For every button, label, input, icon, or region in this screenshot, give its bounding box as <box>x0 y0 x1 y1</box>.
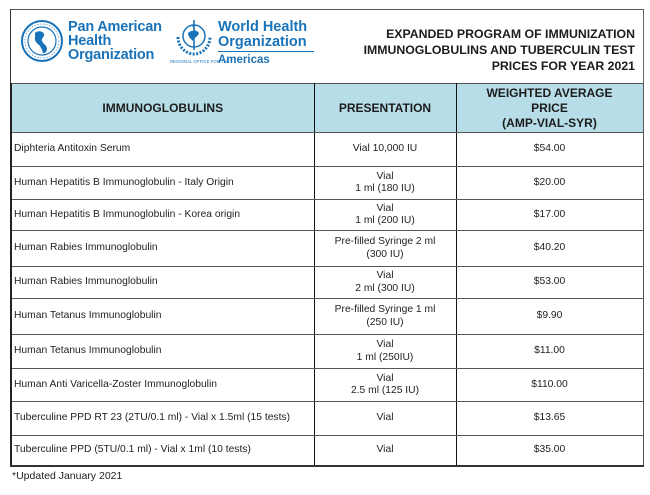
presentation-line: (250 IU) <box>366 316 404 328</box>
presentation-line: 1 ml (200 IU) <box>355 215 415 226</box>
table-row <box>11 436 643 467</box>
table-row <box>11 231 643 267</box>
presentation-line: 1 ml (180 IU) <box>355 183 415 194</box>
weighted-average-price: $35.00 <box>456 436 643 467</box>
column-header-immunoglobulins: IMMUNOGLOBULINS <box>11 84 314 133</box>
presentation-line: Vial 10,000 IU <box>352 143 418 155</box>
paho-emblem-icon <box>20 19 64 63</box>
presentation-line: 1 ml (250IU) <box>356 351 414 363</box>
table-row <box>11 133 643 167</box>
presentation-line: Vial <box>376 339 394 350</box>
column-header-price <box>456 84 643 133</box>
price-table <box>10 83 644 467</box>
weighted-average-price: $54.00 <box>456 133 643 167</box>
weighted-average-price: $11.00 <box>456 335 643 369</box>
weighted-average-price: $13.65 <box>456 402 643 436</box>
title-line-1: EXPANDED PROGRAM OF IMMUNIZATION <box>386 27 635 41</box>
product-name: Diphteria Antitoxin Serum <box>11 133 314 167</box>
paho-name-line-2: Health <box>68 33 112 49</box>
paho-logo <box>20 17 195 67</box>
who-regional-label: REGIONAL OFFICE FOR THE <box>170 59 230 64</box>
weighted-average-price: $110.00 <box>456 369 643 402</box>
column-header-presentation: PRESENTATION <box>314 84 456 133</box>
table-row <box>11 267 643 299</box>
presentation-line: 2 ml (300 IU) <box>355 282 415 294</box>
price-header-line-3: (AMP-VIAL-SYR) <box>502 115 597 130</box>
presentation-line: Vial <box>376 372 394 384</box>
presentation <box>314 335 456 369</box>
table-row <box>11 200 643 231</box>
footnote: *Updated January 2021 <box>12 470 123 482</box>
who-name-line-2: Organization <box>218 34 307 50</box>
weighted-average-price: $9.90 <box>456 299 643 335</box>
presentation <box>314 231 456 267</box>
product-name: Tuberculine PPD RT 23 (2TU/0.1 ml) - Vial x 1.5ml (15 tests) <box>11 402 314 436</box>
who-logo <box>170 17 340 75</box>
who-name-line-1: World Health <box>218 19 308 35</box>
paho-name-line-3: Organization <box>68 47 155 63</box>
price-header-line-2: PRICE <box>531 100 568 115</box>
presentation <box>314 299 456 335</box>
product-name: Human Tetanus Immunoglobulin <box>11 299 314 335</box>
who-emblem-icon <box>172 17 216 57</box>
price-header-line-1: WEIGHTED AVERAGE <box>486 85 613 100</box>
paho-name-line-1: Pan American <box>68 19 162 35</box>
presentation-line: Vial <box>376 270 394 281</box>
presentation-line: Pre-filled Syringe 2 ml <box>334 236 436 247</box>
presentation <box>314 402 456 436</box>
presentation <box>314 267 456 299</box>
product-name: Human Hepatitis B Immunoglobulin - Korea origin <box>11 200 314 231</box>
table-row <box>11 335 643 369</box>
who-divider <box>218 51 314 52</box>
presentation <box>314 200 456 231</box>
weighted-average-price: $40.20 <box>456 231 643 267</box>
weighted-average-price: $53.00 <box>456 267 643 299</box>
presentation <box>314 436 456 467</box>
presentation-line: Pre-filled Syringe 1 ml <box>334 304 436 315</box>
product-name: Human Rabies Immunoglobulin <box>11 231 314 267</box>
table-header-row <box>11 84 643 133</box>
who-region: Americas <box>218 54 270 66</box>
presentation <box>314 369 456 402</box>
product-name: Tuberculine PPD (5TU/0.1 ml) - Vial x 1ml (10 tests) <box>11 436 314 467</box>
product-name: Human Anti Varicella-Zoster Immunoglobulin <box>11 369 314 402</box>
presentation-line: Vial <box>376 412 394 424</box>
weighted-average-price: $17.00 <box>456 200 643 231</box>
presentation <box>314 167 456 200</box>
weighted-average-price: $20.00 <box>456 167 643 200</box>
presentation-line: Vial <box>376 170 394 182</box>
product-name: Human Hepatitis B Immunoglobulin - Italy Origin <box>11 167 314 200</box>
presentation-line: 2.5 ml (125 IU) <box>350 385 420 396</box>
table-row <box>11 369 643 402</box>
product-name: Human Rabies Immunoglobulin <box>11 267 314 299</box>
table-row <box>11 167 643 200</box>
presentation-line: (300 IU) <box>366 248 404 260</box>
table-row <box>11 402 643 436</box>
presentation-line: Vial <box>376 444 394 456</box>
product-name: Human Tetanus Immunoglobulin <box>11 335 314 369</box>
presentation <box>314 133 456 167</box>
title-line-3: PRICES FOR YEAR 2021 <box>491 59 635 73</box>
presentation-line: Vial <box>376 202 394 214</box>
title-line-2: IMMUNOGLOBULINS AND TUBERCULIN TEST <box>363 43 635 57</box>
table-row <box>11 299 643 335</box>
document-title <box>364 26 635 74</box>
